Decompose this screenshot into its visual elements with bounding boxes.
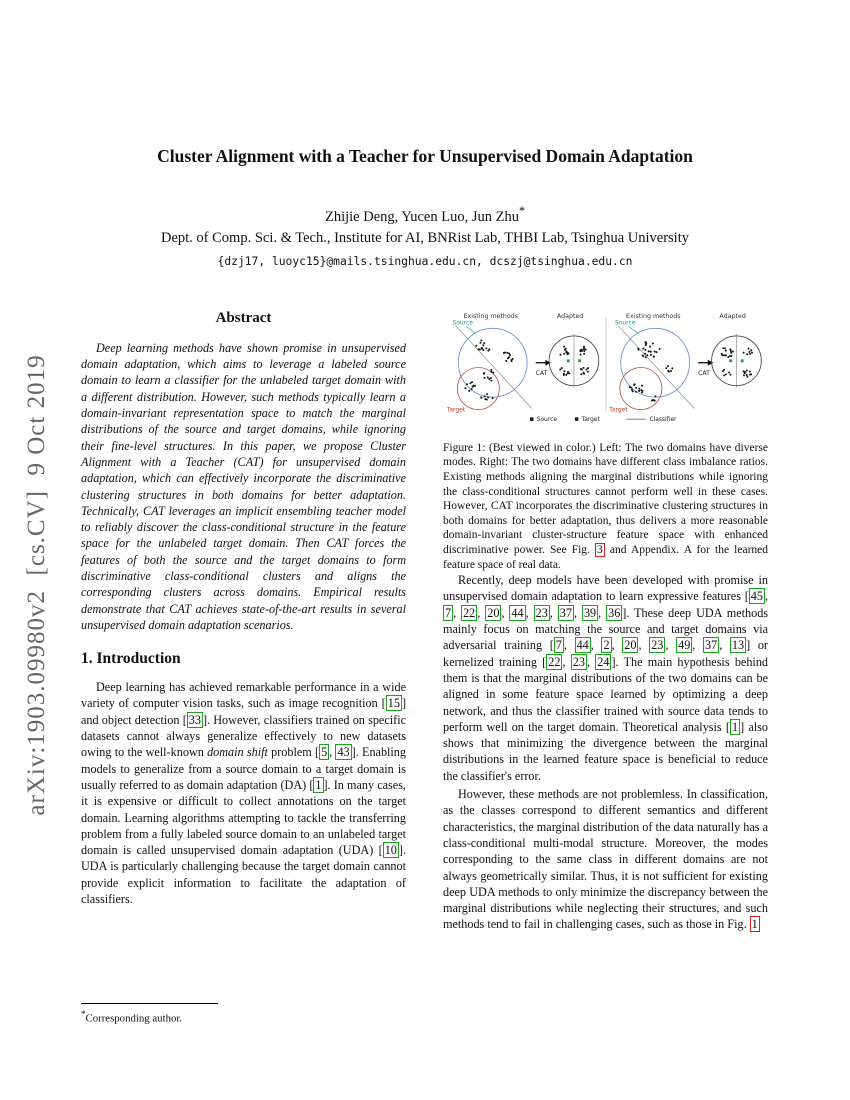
reference-link[interactable]: 3: [597, 543, 603, 556]
footnote-mark: *: [81, 1009, 86, 1019]
figure-dot: [481, 347, 483, 349]
reference-link[interactable]: 1: [751, 917, 758, 932]
figure-dot: [729, 348, 731, 350]
figure1-graphic: [443, 308, 768, 427]
figure-dot: [474, 385, 476, 387]
citation-link[interactable]: 13: [731, 638, 745, 653]
figure-dot: [724, 347, 726, 349]
cluster-centroid-marker: [567, 359, 570, 362]
section-heading-introduction: 1. Introduction: [81, 650, 181, 668]
figure-dot: [642, 355, 644, 357]
fig-label-source: Source: [452, 320, 473, 327]
footnote: [81, 1003, 406, 1025]
figure-dot: [645, 343, 647, 345]
figure-dot: [480, 339, 482, 341]
citation-link[interactable]: 1: [731, 719, 739, 734]
corresponding-author-mark: *: [518, 204, 525, 218]
figure-dot: [744, 372, 746, 374]
figure-dot: [654, 395, 656, 397]
figure-dot: [488, 378, 490, 380]
figure-dot: [671, 367, 673, 369]
figure-dot: [583, 353, 585, 355]
figure-dot: [653, 356, 655, 358]
figure-dot: [723, 374, 725, 376]
source-label-pointer: [628, 326, 638, 333]
figure-dot: [585, 348, 587, 350]
figure-dot: [730, 355, 732, 357]
figure-dot: [746, 353, 748, 355]
figure-dot: [580, 373, 582, 375]
fig-label-adapted: Adapted: [556, 312, 584, 320]
figure-dot: [659, 348, 661, 350]
figure-dot: [746, 369, 748, 371]
figure-dot: [587, 367, 589, 369]
figure-dot: [631, 389, 633, 391]
figure-dot: [646, 354, 648, 356]
figure-dot: [505, 360, 507, 362]
figure-dot: [583, 346, 585, 348]
citation-link[interactable]: 7: [445, 605, 452, 620]
cluster-centroid-marker: [578, 359, 581, 362]
right-column: [443, 308, 768, 933]
figure-dot: [487, 396, 489, 398]
figure-dot: [743, 374, 745, 376]
citation-link[interactable]: 7: [555, 638, 562, 653]
emails-line: {dzj17, luoyc15}@mails.tsinghua.edu.cn, dcszj@tsinghua.edu.cn: [217, 254, 633, 268]
figure-dot: [634, 383, 636, 385]
figure-dot: [652, 399, 654, 401]
figure-dot: [484, 395, 486, 397]
figure-dot: [490, 379, 492, 381]
target-domain-circle: [620, 367, 662, 409]
two-column-body: [0, 308, 850, 933]
adaptation-arrow-head: [545, 360, 551, 366]
legend-target-marker: [575, 417, 578, 420]
figure-dot: [722, 370, 724, 372]
figure-dot: [583, 367, 585, 369]
fig-label-target: Target: [609, 407, 628, 414]
figure-dot: [644, 349, 646, 351]
figure-dot: [477, 348, 479, 350]
figure-dot: [472, 386, 474, 388]
figure-dot: [580, 368, 582, 370]
figure-dot: [511, 359, 513, 361]
left-column: [81, 308, 406, 933]
figure-dot: [642, 347, 644, 349]
figure-dot: [508, 356, 510, 358]
paper-title: Cluster Alignment with a Teacher for Unsupervised Domain Adaptation: [157, 146, 693, 166]
figure-dot: [722, 347, 724, 349]
figure-dot: [750, 373, 752, 375]
figure1-caption: Figure 1: (Best viewed in color.) Left: The two domains have diverse modes. Right: The two domains have different class imbalance ratios. Existing methods aligning the marginal distributions while ignoring the class-conditional structures cannot perform well in these cases. However, CAT incorporates the discriminative clustering structures in both domains for better adaptation, thus delivers a more reasonable domain-invariant cluster-structure feature space with enhanced discriminative power. See Fig. 3 and Appendix. A for the learned feature space of real data.: [443, 441, 769, 571]
authors-line: [0, 204, 850, 226]
figure-dot: [644, 353, 646, 355]
figure-dot: [565, 374, 567, 376]
citation-link[interactable]: 43: [337, 745, 350, 760]
figure-dot: [471, 381, 473, 383]
figure-dot: [649, 345, 651, 347]
figure-dot: [650, 351, 652, 353]
citation-link[interactable]: 36: [608, 605, 621, 620]
citation-link[interactable]: 2: [603, 638, 610, 653]
figure-dot: [750, 349, 752, 351]
figure-dot: [748, 351, 750, 353]
figure-dot: [483, 373, 485, 375]
figure-dot: [468, 390, 470, 392]
figure-dot: [654, 350, 656, 352]
figure-dot: [490, 369, 492, 371]
figure-dot: [483, 342, 485, 344]
legend-classifier-label: Classifier: [649, 416, 677, 423]
figure-dot: [567, 372, 569, 374]
footnote-rule: [81, 1003, 218, 1004]
abstract-paragraph: Deep learning methods have shown promise in unsupervised domain adaptation, which aims to leverage a labeled source domain to learn a classifier for the unlabeled target domain with a different distribution. However, such methods typically learn a domain-invariant representation space to match the marginal distributions of the source and target domains, while ignoring their fine-level structures. In this paper, we propose Cluster Alignment with a Teacher (CAT) for unsupervised domain adaptation, which can effectively incorporate the discriminative clustering structures in both domains for better adaptation. Technically, CAT leverages an implicit ensembling teacher model to reliably discover the class-conditional structure in the feature space for the unlabeled target domain. Then CAT forces the features of both the source and the target domains to form discriminative class-conditional clusters and aligns the corresponding clusters across domains. Empirical results demonstrate that CAT achieves state-of-the-art results in several unsupervised domain adaptation scenarios.: [81, 340, 406, 632]
citation-link[interactable]: 44: [511, 605, 524, 620]
figure-dot: [583, 372, 585, 374]
fig-label-existing-methods: Existing methods: [626, 312, 681, 320]
figure-dot: [506, 352, 508, 354]
footnote-label: Corresponding author.: [85, 1012, 183, 1025]
figure-dot: [641, 390, 643, 392]
figure-dot: [727, 356, 729, 358]
cluster-centroid-marker: [741, 359, 744, 362]
figure-dot: [749, 353, 751, 355]
figure-dot: [650, 354, 652, 356]
fig-label-cat: CAT: [698, 369, 710, 377]
figure-dot: [565, 351, 567, 353]
figure-dot: [559, 354, 561, 356]
figure-dot: [486, 393, 488, 395]
citation-link[interactable]: 1: [315, 777, 322, 792]
figure-dot: [637, 347, 639, 349]
citation-link[interactable]: 39: [583, 605, 597, 620]
fig-label-source: Source: [615, 320, 636, 327]
figure-dot: [635, 391, 637, 393]
figure-dot: [563, 353, 565, 355]
figure-dot: [561, 367, 563, 369]
citation-link[interactable]: 23: [651, 638, 664, 653]
figure-dot: [746, 374, 748, 376]
figure-dot: [725, 373, 727, 375]
citation-link[interactable]: 20: [624, 638, 637, 653]
source-domain-circle: [458, 328, 527, 397]
figure-dot: [728, 371, 730, 373]
figure-dot: [743, 351, 745, 353]
introduction-paragraph: Deep learning has achieved remarkable performance in a wide variety of computer vision tasks, such as image recognition [ 15 ] and object detection [ 33 ]. However, classifiers trained on specific datasets cannot always generalize effectively to new datasets owing to the well-known domain shift problem [ 5 , 43 ]. Enabling models to generalize from a source domain to a target domain is usually referred to as domain adaptation (DA) [ 1 ]. In many cases, it is expensive or difficult to collect annotations on the target domain. Learning algorithms attempting to tackle the transferring problem from a fully labeled source domain to an unlabeled target domain is called unsupervised domain adaptation (UDA) [ 10 ]. UDA is particularly challenging because the target domain cannot provide explicit information to facilitate the adaptation of classifiers.: [81, 680, 406, 907]
paper-header: [0, 0, 850, 268]
figure-dot: [508, 352, 510, 354]
figure-dot: [492, 371, 494, 373]
fig-label-cat: CAT: [535, 369, 548, 377]
figure-dot: [580, 353, 582, 355]
legend-source-label: Source: [536, 416, 557, 423]
figure-dot: [490, 371, 492, 373]
figure-dot: [479, 342, 481, 344]
citation-link[interactable]: 44: [576, 638, 589, 653]
figure-dot: [721, 353, 723, 355]
figure-dot: [485, 347, 487, 349]
figure-dot: [464, 387, 466, 389]
citation-link[interactable]: 15: [387, 696, 400, 711]
figure-dot: [645, 356, 647, 358]
citation-link[interactable]: 22: [463, 605, 476, 620]
abstract-heading: Abstract: [215, 309, 272, 326]
citation-link[interactable]: 20: [487, 605, 500, 620]
figure-dot: [665, 367, 667, 369]
figure-dot: [648, 350, 650, 352]
body-paragraph-1: Recently, deep models have been developed with promise in unsupervised domain adaptation to learn expressive features [ 45 , 7 , 22 , 20 , 44 , 23 , 37 , 39 , 36 ]. These deep UDA methods mainly focus on matching the source and target domains via adversarial training [ 7 , 44 , 2 , 20 , 23 , 49 , 37 , 13 ] or kernelized training [ 22 , 23 , 24 ]. The main hypothesis behind them is that the marginal distributions of the two domains can be aligned in some feature space learned by optimizing a deep network, and thus the classifier trained with source data tends to perform well on the target domain. Theoretical analysis [ 1 ] also shows that minimizing the divergence between the marginal distributions in the learned feature space is beneficial to reduce the classifier's error.: [443, 573, 769, 783]
citation-link[interactable]: 37: [705, 638, 718, 653]
fig-label-adapted: Adapted: [719, 312, 746, 320]
figure-dot: [667, 370, 669, 372]
figure-dot: [563, 374, 565, 376]
figure-dot: [638, 388, 640, 390]
figure-dot: [579, 350, 581, 352]
figure-dot: [466, 383, 468, 385]
emphasis-text: domain shift: [207, 745, 268, 760]
figure-dot: [635, 387, 637, 389]
citation-link[interactable]: 22: [548, 654, 561, 669]
citation-link[interactable]: 23: [535, 605, 548, 620]
body-paragraph-2: However, these methods are not problemless. In classification, as the classes correspond to different semantics and different characteristics, the marginal distribution of the data naturally has a class-conditional multi-modal structure. Moreover, the modes corresponding to the same class in different domains are not always geometrically similar. Thus, it is not sufficient for existing deep UDA methods to only minimize the discrepancy between the marginal distributions while neglecting their structures, and such methods tend to fail in challenging cases, such as those in Fig. 1: [443, 787, 768, 932]
figure-dot: [656, 351, 658, 353]
figure-dot: [730, 352, 732, 354]
figure-dot: [504, 351, 506, 353]
citation-link[interactable]: 10: [384, 843, 397, 858]
authors-names: Zhijie Deng, Yucen Luo, Jun Zhu: [324, 208, 519, 225]
figure-dot: [482, 344, 484, 346]
adaptation-arrow-head: [708, 360, 714, 366]
arxiv-stamp: arXiv:1903.09980v2 [cs.CV] 9 Oct 2019: [23, 354, 50, 816]
figure-dot: [480, 396, 482, 398]
target-domain-circle: [457, 367, 499, 409]
figure-dot: [670, 370, 672, 372]
citation-link[interactable]: 33: [188, 712, 201, 727]
figure-dot: [469, 382, 471, 384]
figure-dot: [629, 386, 631, 388]
figure-dot: [471, 388, 473, 390]
figure-dot: [587, 370, 589, 372]
source-label-pointer: [466, 326, 476, 333]
figure-dot: [563, 345, 565, 347]
citation-link[interactable]: 37: [559, 605, 572, 620]
figure1: [443, 308, 768, 572]
footnote-text: [81, 1009, 406, 1025]
figure-dot: [638, 390, 640, 392]
figure-dot: [732, 350, 734, 352]
figure-dot: [475, 345, 477, 347]
figure-dot: [725, 354, 727, 356]
figure-dot: [667, 365, 669, 367]
classifier-line: [455, 325, 531, 408]
figure-dot: [509, 354, 511, 356]
figure-dot: [563, 370, 565, 372]
figure-dot: [749, 370, 751, 372]
figure-dot: [559, 368, 561, 370]
cluster-centroid-marker: [729, 359, 732, 362]
figure-dot: [725, 350, 727, 352]
citation-link[interactable]: 24: [597, 654, 610, 669]
figure-dot: [565, 348, 567, 350]
figure-dot: [487, 376, 489, 378]
citation-link[interactable]: 49: [678, 638, 691, 653]
figure-dot: [730, 373, 732, 375]
citation-link[interactable]: 23: [572, 654, 585, 669]
figure-dot: [492, 397, 494, 399]
legend-target-label: Target: [581, 416, 600, 423]
figure-dot: [484, 398, 486, 400]
citation-link[interactable]: 45: [750, 589, 763, 604]
figure-dot: [567, 353, 569, 355]
figure-dot: [487, 349, 489, 351]
figure-dot: [751, 351, 753, 353]
figure-dot: [652, 342, 654, 344]
figure-dot: [723, 354, 725, 356]
citation-link[interactable]: 5: [321, 745, 328, 760]
figure-dot: [746, 375, 748, 377]
figure-dot: [641, 384, 643, 386]
figure-dot: [585, 368, 587, 370]
affiliation-line: Dept. of Comp. Sci. & Tech., Institute for AI, BNRist Lab, THBI Lab, Tsinghua University: [161, 229, 689, 246]
figure-dot: [484, 377, 486, 379]
figure-dot: [748, 347, 750, 349]
fig-label-target: Target: [446, 407, 466, 414]
legend-source-marker: [530, 417, 533, 420]
fig-label-existing-methods: Existing methods: [463, 312, 519, 320]
